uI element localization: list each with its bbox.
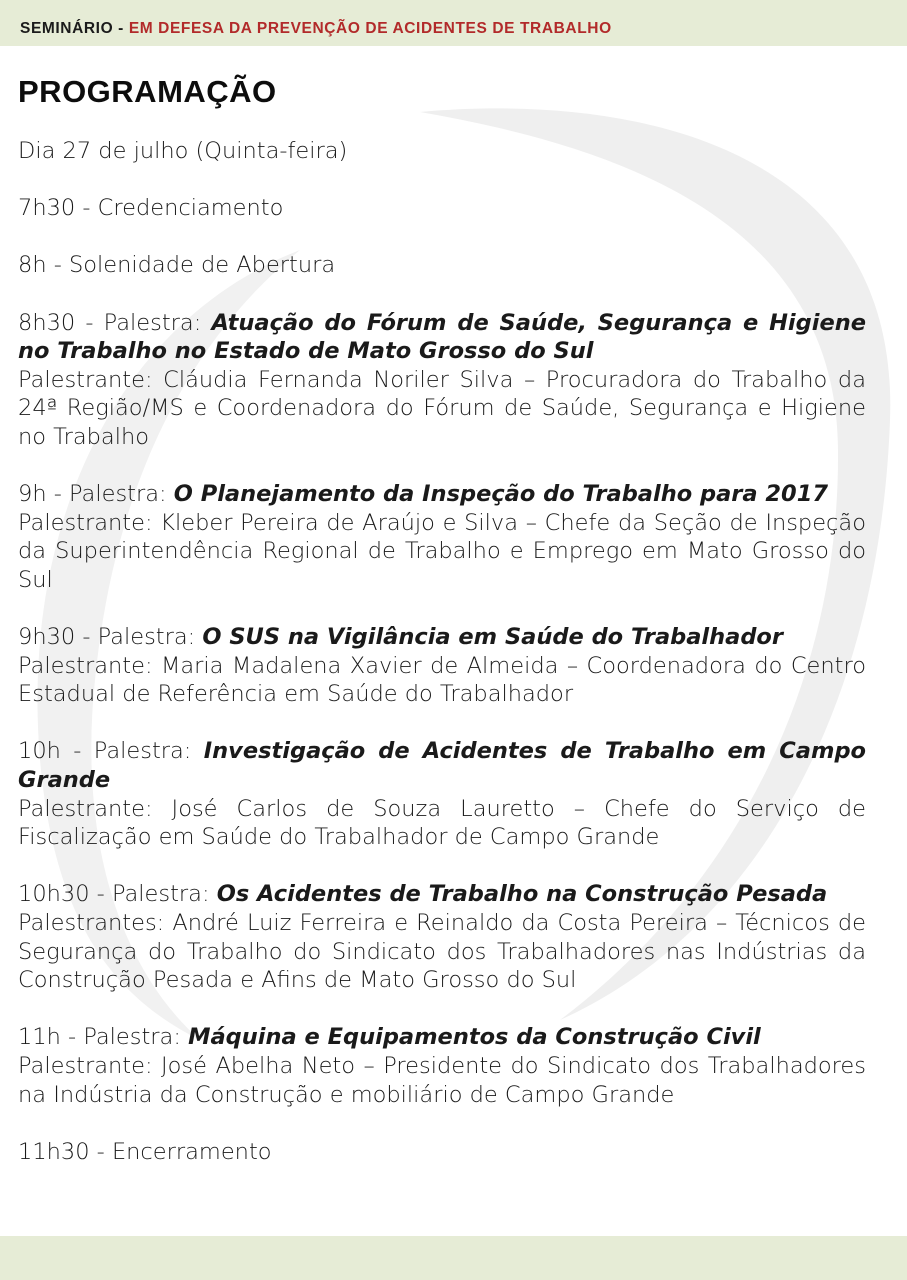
talk-title: O Planejamento da Inspeção do Trabalho para 2017	[173, 481, 829, 508]
schedule-item-talk	[18, 1023, 866, 1109]
header-event-label: SEMINÁRIO	[20, 20, 114, 37]
schedule-item-talk	[18, 880, 866, 994]
talk-heading	[18, 309, 866, 366]
talk-time: 9h - Palestra:	[18, 481, 174, 508]
talk-speaker: Palestrantes: André Luiz Ferreira e Reinaldo da Costa Pereira – Técnicos de Segurança do Trabalho do Sindicato dos Trabalhadores nas Indústrias da Construção Pesada e Afins de Mato Grosso do Sul	[18, 910, 866, 994]
talk-heading	[18, 1023, 866, 1052]
talk-time: 10h - Palestra:	[18, 738, 204, 765]
talk-time: 8h30 - Palestra:	[18, 309, 212, 336]
schedule-item-talk	[18, 737, 866, 851]
talk-heading	[18, 737, 866, 794]
talk-time: 11h - Palestra:	[18, 1024, 189, 1051]
schedule-item-abertura: 8h - Solenidade de Abertura	[18, 252, 336, 279]
header-event-theme: EM DEFESA DA PREVENÇÃO DE ACIDENTES DE TRABALHO	[128, 20, 612, 37]
talk-speaker: Palestrante: Kleber Pereira de Araújo e Silva – Chefe da Seção de Inspeção da Superintendência Regional de Trabalho e Emprego em Mato Grosso do Sul	[18, 509, 866, 593]
page-title: PROGRAMAÇÃO	[18, 74, 277, 109]
talk-title: Atuação do Fórum de Saúde, Segurança e Higiene no Trabalho no Estado de Mato Grosso do Sul	[18, 309, 867, 365]
header-separator: -	[113, 20, 129, 37]
talk-speaker: Palestrante: Maria Madalena Xavier de Almeida – Coordenadora do Centro Estadual de Referência em Saúde do Trabalhador	[18, 652, 866, 708]
schedule-item-encerramento: 11h30 - Encerramento	[18, 1138, 272, 1165]
talk-time: 10h30 - Palestra:	[18, 881, 217, 908]
talk-speaker: Palestrante: José Carlos de Souza Lauretto – Chefe do Serviço de Fiscalização em Saúde do Trabalhador de Campo Grande	[18, 795, 866, 851]
schedule-item-talk	[18, 309, 866, 452]
schedule-item-talk	[18, 623, 866, 709]
talk-title: Máquina e Equipamentos da Construção Civil	[188, 1024, 761, 1051]
talk-time: 9h30 - Palestra:	[18, 624, 203, 651]
talk-title: Os Acidentes de Trabalho na Construção Pesada	[216, 881, 828, 908]
schedule-item-talk	[18, 480, 866, 594]
event-date: Dia 27 de julho (Quinta-feira)	[18, 138, 348, 164]
talk-speaker: Palestrante: José Abelha Neto – Presidente do Sindicato dos Trabalhadores na Indústria da Construção e mobiliário de Campo Grande	[18, 1053, 866, 1108]
talk-heading	[18, 880, 866, 909]
talk-heading	[18, 480, 866, 509]
schedule	[18, 137, 866, 1166]
talk-title: Investigação de Acidentes de Trabalho em Campo Grande	[18, 738, 867, 794]
schedule-item-credenciamento: 7h30 - Credenciamento	[18, 195, 284, 222]
talk-title: O SUS na Vigilância em Saúde do Trabalhador	[202, 624, 783, 651]
talk-heading	[18, 623, 866, 652]
talk-speaker: Palestrante: Cláudia Fernanda Noriler Silva – Procuradora do Trabalho da 24ª Região/MS e Coordenadora do Fórum de Saúde, Segurança e Higiene no Trabalho	[18, 366, 866, 450]
footer-band	[0, 1236, 907, 1280]
